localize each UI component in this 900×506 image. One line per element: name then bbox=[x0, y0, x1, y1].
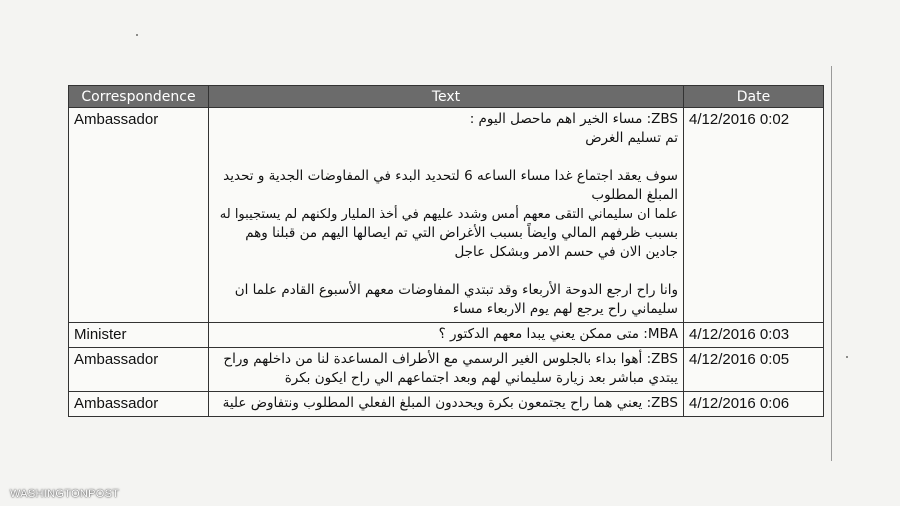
message-line: ZBS: أهوا بداء بالجلوس الغير الرسمي مع الأطراف المساعدة لنا من داخلهم وراح bbox=[223, 351, 678, 367]
message-line: يبتدي مباشر بعد زيارة سليماني لهم وبعد اجتماعهم الي راح ايكون بكرة bbox=[284, 370, 678, 386]
table-row bbox=[69, 108, 824, 323]
table-row bbox=[69, 323, 824, 348]
watermark: WASHINGTONPOST bbox=[10, 488, 120, 500]
message-line: MBA: متى ممكن يعني يبدا معهم الدكتور ؟ bbox=[438, 326, 678, 342]
header-date: Date bbox=[684, 86, 824, 108]
message-line: المبلغ المطلوب bbox=[591, 187, 678, 203]
correspondence-table bbox=[68, 85, 824, 417]
header-text: Text bbox=[209, 86, 684, 108]
scan-fold-line bbox=[831, 66, 832, 461]
sender-cell: Ambassador bbox=[69, 108, 209, 323]
message-line: جادين الان في حسم الامر وبشكل عاجل bbox=[454, 244, 678, 260]
message-cell bbox=[209, 392, 684, 417]
message-cell bbox=[209, 348, 684, 392]
date-cell: 4/12/2016 0:05 bbox=[684, 348, 824, 392]
date-cell: 4/12/2016 0:03 bbox=[684, 323, 824, 348]
scan-speck bbox=[846, 356, 848, 358]
scan-speck bbox=[136, 34, 138, 36]
header-correspondence: Correspondence bbox=[69, 86, 209, 108]
message-line: علما ان سليماني التقى معهم أمس وشدد عليهم في أخذ المليار ولكنهم لم يستجيبوا له bbox=[219, 207, 678, 222]
date-cell: 4/12/2016 0:06 bbox=[684, 392, 824, 417]
message-line: سليماني راح يرجع لهم يوم الاربعاء مساء bbox=[452, 301, 678, 317]
message-line: ZBS: مساء الخير اهم ماحصل اليوم : bbox=[469, 111, 678, 127]
message-line: سوف يعقد اجتماع غدا مساء الساعه 6 لتحديد البدء في المفاوضات الجدية و تحديد bbox=[223, 168, 678, 184]
message-line: بسبب ظرفهم المالي وايضاً بسبب الأغراض التي تم ايصالها اليهم من قبلنا وهم bbox=[245, 225, 678, 241]
message-line: وانا راح ارجع الدوحة الأربعاء وقد تبتدي المفاوضات معهم الأسبوع القادم علما ان bbox=[234, 282, 678, 298]
sender-cell: Minister bbox=[69, 323, 209, 348]
table-row bbox=[69, 348, 824, 392]
sender-cell: Ambassador bbox=[69, 348, 209, 392]
message-cell bbox=[209, 323, 684, 348]
message-line bbox=[214, 262, 678, 281]
table-header-row bbox=[69, 86, 824, 108]
sender-cell: Ambassador bbox=[69, 392, 209, 417]
message-line: تم تسليم الغرض bbox=[585, 130, 678, 146]
message-line: ZBS: يعني هما راح يجتمعون بكرة ويحددون المبلغ الفعلي المطلوب ونتفاوض علية bbox=[222, 395, 678, 411]
message-cell bbox=[209, 108, 684, 323]
table-row bbox=[69, 392, 824, 417]
date-cell: 4/12/2016 0:02 bbox=[684, 108, 824, 323]
message-line bbox=[214, 148, 678, 167]
